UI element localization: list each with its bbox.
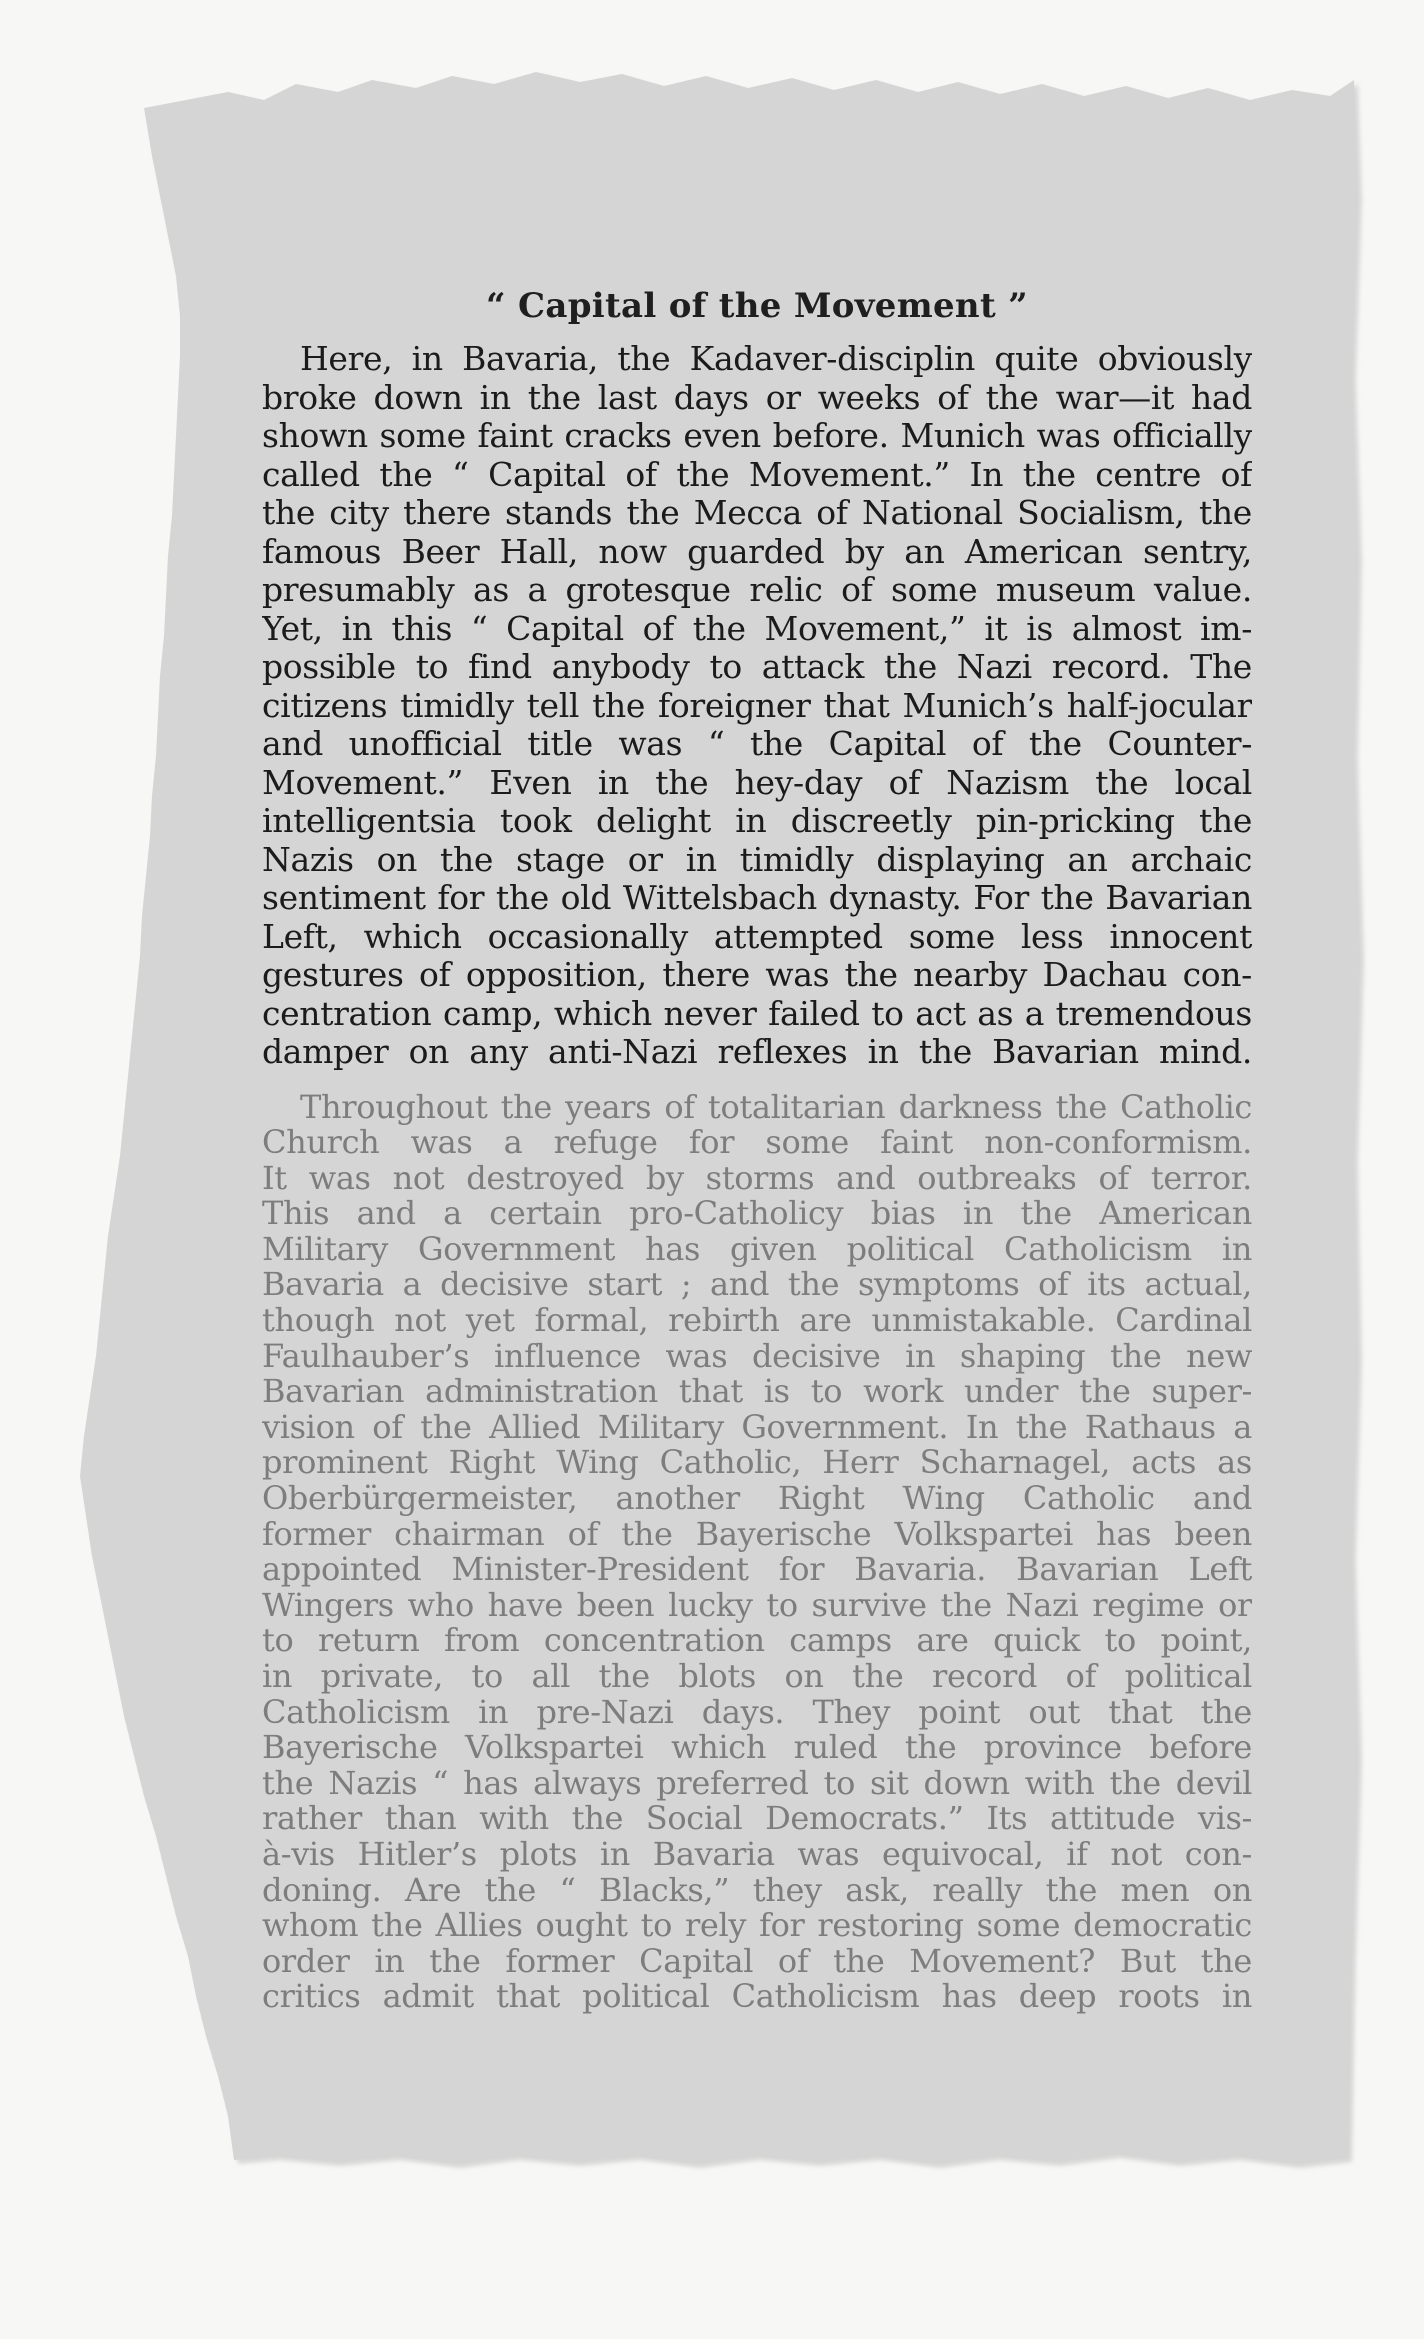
text-line: to return from concentration camps are quick to point, [262, 1623, 1252, 1659]
text-line: gestures of opposition, there was the nearby Dachau con- [262, 956, 1252, 994]
text-line: Bayerische Volkspartei which ruled the province before [262, 1730, 1252, 1766]
paragraph-faint [262, 1090, 1252, 2015]
article-title: “ Capital of the Movement ” [486, 286, 1028, 326]
text-line: order in the former Capital of the Movement? But the [262, 1943, 1252, 1980]
text-line: damper on any anti-Nazi reflexes in the Bavarian mind. [262, 1033, 1252, 1071]
text-line: whom the Allies ought to rely for restoring some democratic [262, 1908, 1252, 1944]
text-line: sentiment for the old Wittelsbach dynasty. For the Bavarian [262, 879, 1252, 917]
text-line: Here, in Bavaria, the Kadaver-disciplin quite obviously [300, 340, 1252, 378]
text-line: This and a certain pro-Catholicy bias in the American [262, 1196, 1252, 1232]
text-line: intelligentsia took delight in discreetly pin-pricking the [262, 802, 1252, 840]
text-line: centration camp, which never failed to act as a tremendous [262, 994, 1252, 1033]
text-line: though not yet formal, rebirth are unmistakable. Cardinal [262, 1303, 1252, 1339]
text-line: called the “ Capital of the Movement.” In the centre of [262, 455, 1252, 494]
text-line: the city there stands the Mecca of National Socialism, the [262, 494, 1252, 532]
text-line: Church was a refuge for some faint non-conformism. [262, 1125, 1252, 1161]
text-line: and unofficial title was “ the Capital of the Counter- [262, 725, 1252, 763]
text-line: It was not destroyed by storms and outbreaks of terror. [262, 1160, 1252, 1197]
text-line: famous Beer Hall, now guarded by an American sentry, [262, 532, 1252, 571]
text-line: Wingers who have been lucky to survive the Nazi regime or [262, 1587, 1252, 1624]
text-line: Bavarian administration that is to work under the super- [262, 1374, 1252, 1410]
text-line: Yet, in this “ Capital of the Movement,” it is almost im- [262, 609, 1252, 648]
text-line: shown some faint cracks even before. Munich was officially [262, 417, 1252, 455]
text-line: Military Government has given political Catholicism in [262, 1231, 1252, 1268]
text-line: Nazis on the stage or in timidly displaying an archaic [262, 840, 1252, 879]
text-line: rather than with the Social Democrats.” Its attitude vis- [262, 1801, 1252, 1837]
text-line: broke down in the last days or weeks of the war—it had [262, 378, 1252, 417]
text-line: doning. Are the “ Blacks,” they ask, really the men on [262, 1872, 1252, 1909]
text-line: à-vis Hitler’s plots in Bavaria was equivocal, if not con- [262, 1836, 1252, 1873]
text-line: the Nazis “ has always preferred to sit down with the devil [262, 1765, 1252, 1802]
text-line: Catholicism in pre-Nazi days. They point out that the [262, 1694, 1252, 1731]
text-line: appointed Minister-President for Bavaria. Bavarian Left [262, 1552, 1252, 1588]
text-line: Faulhauber’s influence was decisive in shaping the new [262, 1338, 1252, 1375]
text-line: vision of the Allied Military Government. In the Rathaus a [262, 1409, 1252, 1446]
article-text-block [262, 288, 1252, 2015]
text-line: presumably as a grotesque relic of some museum value. [262, 571, 1252, 609]
text-line: Throughout the years of totalitarian darkness the Catholic [300, 1089, 1252, 1126]
paragraph-dark [262, 340, 1252, 1072]
text-line: Left, which occasionally attempted some less innocent [262, 917, 1252, 956]
text-line: former chairman of the Bayerische Volkspartei has been [262, 1516, 1252, 1553]
text-line: Oberbürgermeister, another Right Wing Catholic and [262, 1481, 1252, 1517]
text-line: in private, to all the blots on the record of political [262, 1659, 1252, 1695]
text-line: critics admit that political Catholicism has deep roots in [262, 1979, 1252, 2015]
text-line: Movement.” Even in the hey-day of Nazism the local [262, 763, 1252, 802]
text-line: prominent Right Wing Catholic, Herr Scharnagel, acts as [262, 1445, 1252, 1482]
text-line: citizens timidly tell the foreigner that Munich’s half-jocular [262, 686, 1252, 725]
text-line: possible to find anybody to attack the Nazi record. The [262, 648, 1252, 686]
text-line: Bavaria a decisive start ; and the symptoms of its actual, [262, 1267, 1252, 1304]
